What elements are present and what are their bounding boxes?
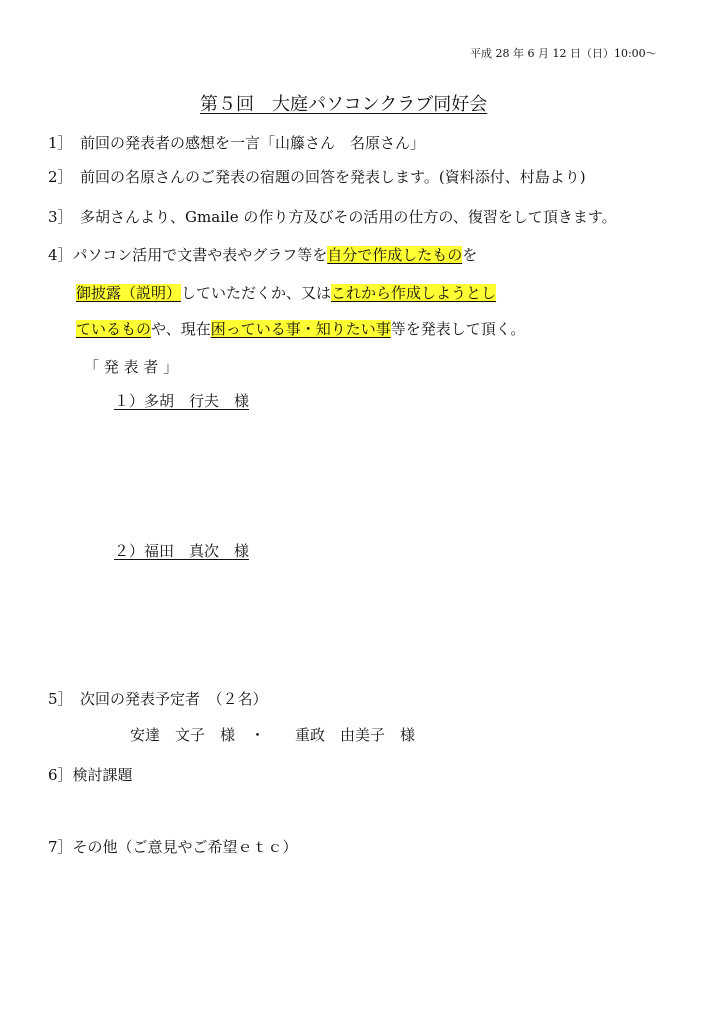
agenda-item-3: 3］ 多胡さんより、Gmaile の作り方及びその活用の仕方の、復習をして頂きます。 (48, 208, 617, 226)
agenda-item-1: 1］ 前回の発表者の感想を一言「山籐さん 名原さん」 (48, 134, 426, 152)
agenda-item-4-text: 等を発表して頂く。 (390, 320, 526, 338)
agenda-item-4-text: 4］パソコン活用で文書や表やグラフ等を (48, 246, 328, 264)
agenda-item-2: 2］ 前回の名原さんのご発表の宿題の回答を発表します。(資料添付、村島より) (48, 168, 586, 186)
page-title: 第５回 大庭パソコンクラブ同好会 (200, 94, 488, 115)
highlight-self-made: 自分で作成したもの (327, 246, 463, 264)
agenda-item-4-line1 (48, 244, 477, 265)
highlight-troubles: 困っている事・知りたい事 (210, 320, 391, 338)
agenda-item-4-text: や、現在 (151, 320, 211, 338)
agenda-item-4-line3 (76, 318, 525, 339)
agenda-item-7: 7］その他（ご意見やご希望ｅｔｃ） (48, 838, 298, 856)
agenda-item-4-text: していただくか、又は (181, 284, 332, 302)
next-presenters: 安達 文子 様 ・ 重政 由美子 様 (130, 726, 416, 744)
highlight-to-create: これから作成しようとし (331, 284, 497, 302)
highlight-to-create-cont: ているもの (76, 320, 152, 338)
agenda-item-6: 6］検討課題 (48, 766, 133, 784)
meeting-date: 平成 28 年 6 月 12 日（日）10:00～ (470, 47, 657, 60)
presenter-2: ２）福田 真次 様 (114, 542, 250, 560)
highlight-presentation: 御披露（説明） (76, 284, 182, 302)
agenda-item-4-line2 (76, 282, 496, 303)
agenda-item-4-text: を (462, 246, 478, 264)
presenter-1: １）多胡 行夫 様 (114, 392, 250, 410)
agenda-item-5: 5］ 次回の発表予定者 （２名） (48, 690, 268, 708)
presenters-heading: 「 発 表 者 」 (84, 358, 179, 376)
